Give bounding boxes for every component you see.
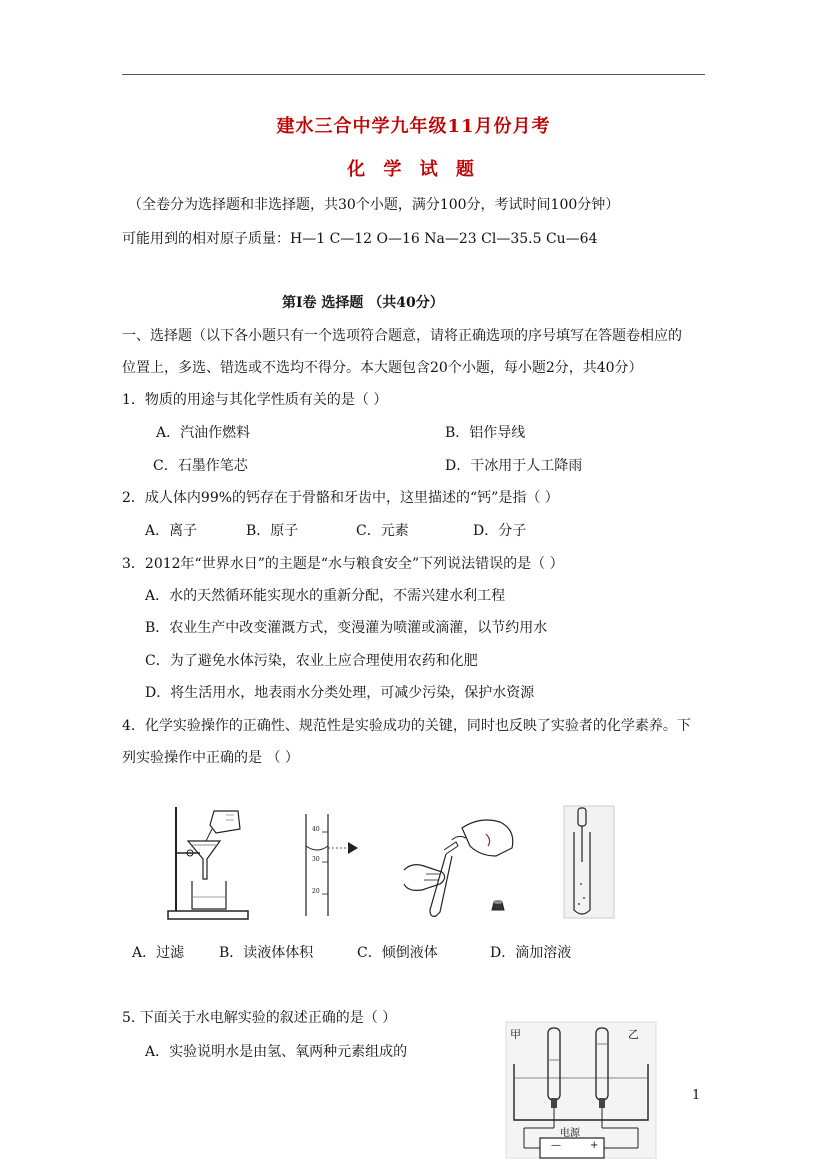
q5-option-a: A．实验说明水是由氢、氧两种元素组成的 <box>145 1044 408 1060</box>
q2-option-a: A．离子 <box>145 523 198 539</box>
q1-option-c: C．石墨作笔芯 <box>153 458 248 474</box>
q2-option-d: D．分子 <box>473 523 527 539</box>
filtration-diagram <box>166 803 252 921</box>
exam-subtitle: 化 学 试 题 <box>347 159 480 180</box>
q3-stem: 3．2012年“世界水日”的主题是“水与粮食安全”下列说法错误的是（ ） <box>122 556 564 572</box>
q3-option-c: C．为了避免水体污染，农业上应合理使用农药和化肥 <box>145 653 478 669</box>
q1-option-a: A．汽油作燃料 <box>156 425 251 441</box>
pouring-liquid-diagram <box>400 812 522 922</box>
q3-option-a: A．水的天然循环能实现水的重新分配，不需兴建水利工程 <box>145 588 506 604</box>
q4-stem-line1: 4．化学实验操作的正确性、规范性是实验成功的关键，同时也反映了实验者的化学素养。下 <box>122 718 691 734</box>
dropper-diagram <box>562 804 616 920</box>
q3-option-d: D．将生活用水，地表雨水分类处理，可减少污染，保护水资源 <box>145 685 535 701</box>
electrolysis-power-label: 电源 <box>560 1128 580 1139</box>
q4-option-a: A．过滤 <box>132 945 185 961</box>
q3-option-b: B．农业生产中改变灌溉方式，变漫灌为喷灌或滴灌，以节约用水 <box>145 620 548 636</box>
page-number: 1 <box>692 1088 701 1103</box>
cylinder-tick-20: 20 <box>312 888 320 895</box>
q4-option-b: B．读液体体积 <box>219 945 314 961</box>
cylinder-tick-40: 40 <box>312 826 320 833</box>
q1-option-d: D．干冰用于人工降雨 <box>445 458 583 474</box>
header-rule <box>122 74 705 75</box>
cylinder-tick-30: 30 <box>312 856 320 863</box>
section-instructions-line1: 一、选择题（以下各小题只有一个选项符合题意，请将正确选项的序号填写在答题卷相应的 <box>122 328 682 344</box>
exam-title: 建水三合中学九年级11月份月考 <box>276 116 551 137</box>
electrolysis-minus-label: — <box>551 1140 561 1151</box>
electrolysis-label-right: 乙 <box>628 1028 639 1041</box>
q4-option-d: D．滴加溶液 <box>490 945 572 961</box>
electrolysis-label-left: 甲 <box>510 1028 521 1041</box>
q1-option-b: B．铝作导线 <box>445 425 526 441</box>
electrolysis-plus-label: + <box>590 1140 599 1151</box>
section-instructions-line2: 位置上，多选、错选或不选均不得分。本大题包含20个小题，每小题2分，共40分） <box>122 360 643 376</box>
q2-option-b: B．原子 <box>246 523 299 539</box>
q1-stem: 1．物质的用途与其化学性质有关的是（ ） <box>122 392 388 408</box>
q2-stem: 2．成人体内99%的钙存在于骨骼和牙齿中，这里描述的“钙”是指（ ） <box>122 490 559 506</box>
graduated-cylinder-diagram <box>300 810 366 920</box>
exam-note: （全卷分为选择题和非选择题，共30个小题，满分100分，考试时间100分钟） <box>128 197 620 213</box>
q4-option-c: C．倾倒液体 <box>357 945 438 961</box>
q5-stem: 5. 下面关于水电解实验的叙述正确的是（ ） <box>122 1010 397 1026</box>
q4-stem-line2: 列实验操作中正确的是 （ ） <box>122 750 299 766</box>
q2-option-c: C．元素 <box>356 523 409 539</box>
atomic-masses: 可能用到的相对原子质量：H—1 C—12 O—16 Na—23 Cl—35.5 Cu—64 <box>122 231 598 247</box>
section-heading: 第Ⅰ卷 选择题 （共40分） <box>282 295 444 311</box>
